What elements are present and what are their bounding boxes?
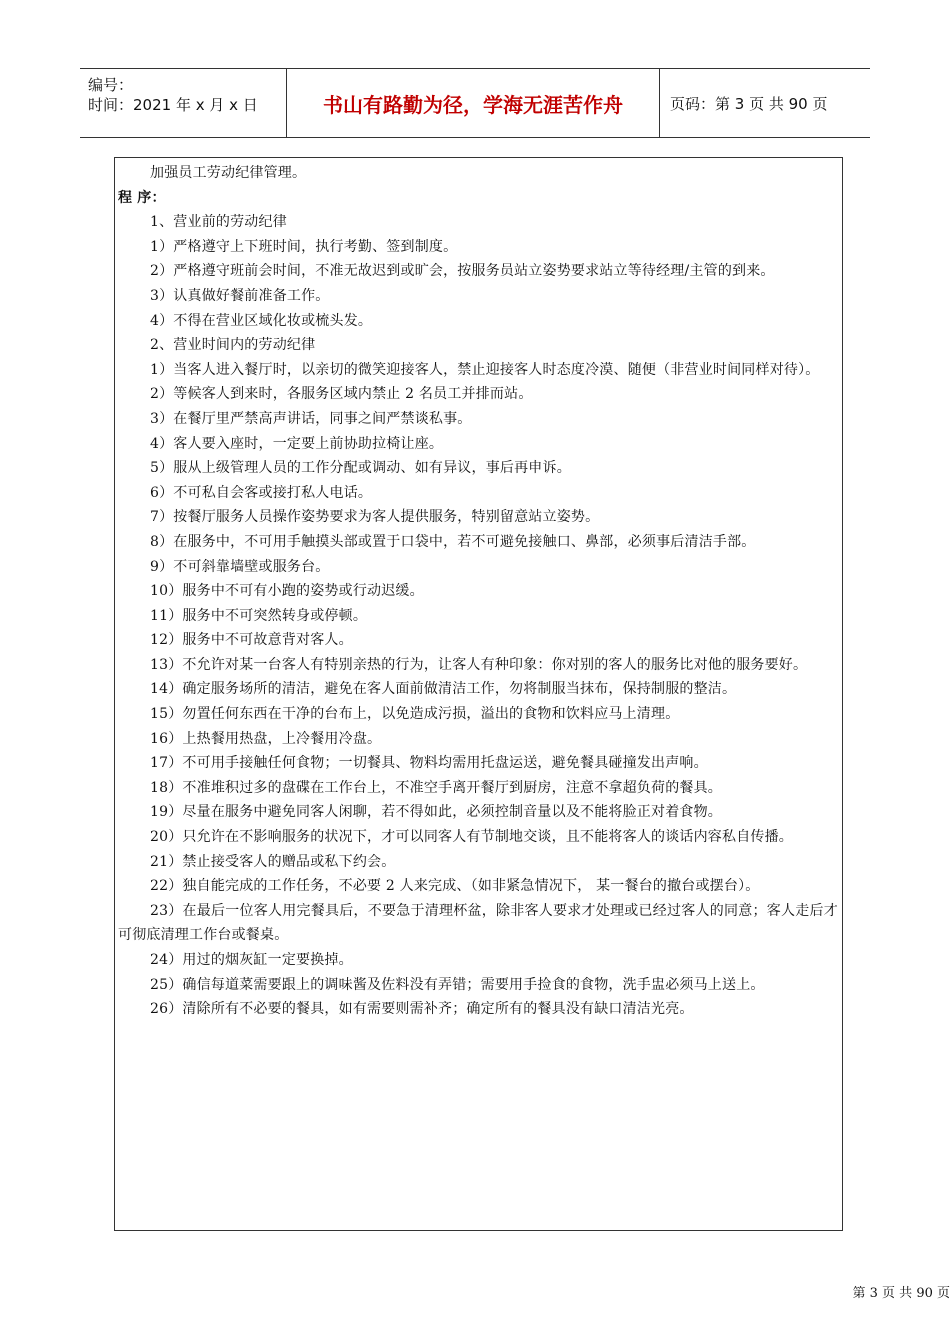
page-footer: [0, 1282, 950, 1301]
document-number-label: 编号：: [88, 76, 134, 94]
list-item: 24）用过的烟灰缸一定要换掉。: [150, 952, 353, 968]
list-item: 1、营业前的劳动纪律: [150, 214, 287, 231]
list-item: 16）上热餐用热盘，上冷餐用冷盘。: [150, 730, 382, 747]
list-item: 25）确信每道菜需要跟上的调味酱及佐料没有弄错；需要用手捡食的食物，洗手盅必须马上送上。: [150, 976, 765, 993]
list-item: 3）在餐厅里严禁高声讲话，同事之间严禁谈私事。: [150, 410, 472, 427]
list-item: 7）按餐厅服务人员操作姿势要求为客人提供服务，特别留意站立姿势。: [150, 509, 600, 526]
list-item: 18）不准堆积过多的盘碟在工作台上，不准空手离开餐厅到厨房，注意不拿超负荷的餐具。: [150, 779, 723, 796]
footer-page-number: 第 3 页 共 90 页: [852, 1286, 950, 1301]
list-item: 4）不得在营业区域化妆或梳头发。: [150, 312, 373, 329]
list-item: 9）不可斜靠墙壁或服务台。: [150, 558, 330, 575]
procedure-list: [118, 210, 838, 1022]
intro-text: 加强员工劳动纪律管理。: [150, 165, 307, 181]
header-page-info: 页码：第 3 页 共 90 页: [670, 94, 828, 113]
list-item: 13）不允许对某一台客人有特别亲热的行为，让客人有种印象：你对别的客人的服务比对他的服务要好。: [150, 656, 808, 673]
list-item: 2）严格遵守班前会时间，不准无故迟到或旷会，按服务员站立姿势要求站立等待经理/主管的到来。: [150, 263, 775, 280]
list-item: 4）客人要入座时，一定要上前协助拉椅让座。: [150, 435, 444, 452]
list-item: 1）严格遵守上下班时间，执行考勤、签到制度。: [150, 238, 458, 255]
document-header: [80, 68, 870, 138]
list-item: 10）服务中不可有小跑的姿势或行动迟缓。: [150, 583, 424, 600]
list-item: 23）在最后一位客人用完餐具后，不要急于清理杯盆，除非客人要求才处理或已经过客人的同意；客人走后才可彻底清理工作台或餐桌。: [118, 902, 838, 944]
list-item: 8）在服务中，不可用手触摸头部或置于口袋中，若不可避免接触口、鼻部，必须事后清洁手部。: [150, 533, 756, 550]
header-motto: 书山有路勤为径，学海无涯苦作舟: [286, 69, 660, 137]
list-item: 3）认真做好餐前准备工作。: [150, 287, 330, 304]
list-item: 14）确定服务场所的清洁，避免在客人面前做清洁工作，勿将制服当抹布，保持制服的整洁。: [150, 681, 737, 698]
content-frame: [114, 157, 843, 1231]
list-item: 1）当客人进入餐厅时，以亲切的微笑迎接客人，禁止迎接客人时态度冷漠、随便（非营业时间同样对待）。: [150, 361, 820, 378]
document-date: 时间：2021 年 x 月 x 日: [88, 96, 258, 114]
list-item: 11）服务中不可突然转身或停顿。: [150, 607, 368, 624]
list-item: 6）不可私自会客或接打私人电话。: [150, 484, 373, 501]
procedure-heading: 程 序：: [118, 189, 166, 206]
list-item: 19）尽量在服务中避免同客人闲聊，若不得如此，必须控制音量以及不能将脸正对着食物。: [150, 804, 723, 821]
list-item: 2、营业时间内的劳动纪律: [150, 337, 316, 354]
list-item: 20）只允许在不影响服务的状况下，才可以同客人有节制地交谈，且不能将客人的谈话内容私自传播。: [150, 829, 794, 846]
list-item: 2）等候客人到来时，各服务区域内禁止 2 名员工并排而站。: [150, 386, 533, 403]
list-item: 22）独自能完成的工作任务，不必要 2 人来完成、（如非紧急情况下， 某一餐台的撤台或摆台）。: [150, 878, 760, 895]
list-item: 17）不可用手接触任何食物；一切餐具、物料均需用托盘运送，避免餐具碰撞发出声响。: [150, 755, 708, 772]
list-item: 5）服从上级管理人员的工作分配或调动、如有异议，事后再申诉。: [150, 460, 571, 477]
list-item: 15）勿置任何东西在干净的台布上，以免造成污损，溢出的食物和饮料应马上清理。: [150, 706, 680, 723]
header-meta: [80, 69, 286, 137]
list-item: 21）禁止接受客人的赠品或私下约会。: [150, 853, 396, 870]
list-item: 26）清除所有不必要的餐具，如有需要则需补齐；确定所有的餐具没有缺口清洁光亮。: [150, 1001, 694, 1018]
list-item: 12）服务中不可故意背对客人。: [150, 632, 353, 649]
